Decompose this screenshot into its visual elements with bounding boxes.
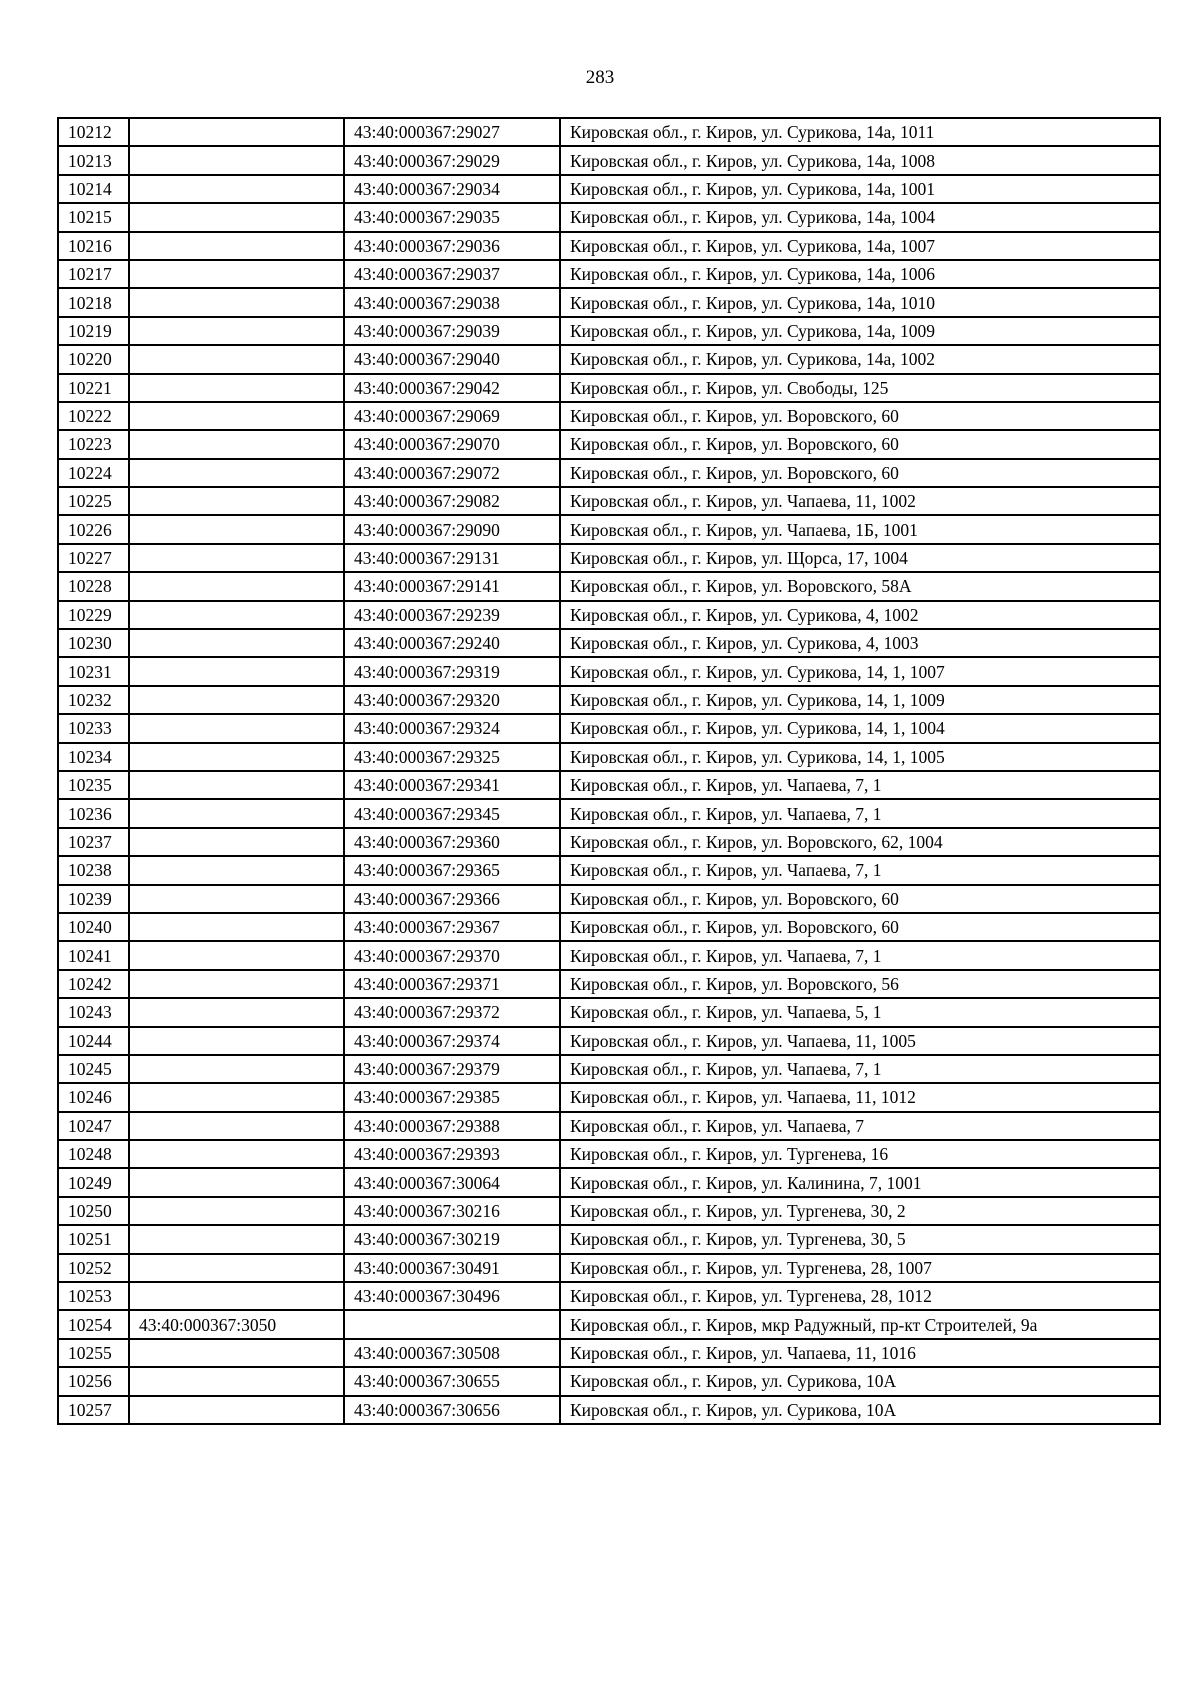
address-cell: Кировская обл., г. Киров, ул. Тургенева, 30, 5 [560,1225,1160,1253]
table-row [58,1339,1160,1367]
cadastral-number-cell: 43:40:000367:29037 [344,260,560,288]
table-row [58,288,1160,316]
table-row [58,544,1160,572]
land-plot-number-cell [129,856,344,884]
cadastral-number-cell: 43:40:000367:29370 [344,941,560,969]
row-number-cell: 10212 [58,118,129,146]
address-cell: Кировская обл., г. Киров, ул. Сурикова, 10А [560,1367,1160,1395]
address-cell: Кировская обл., г. Киров, ул. Сурикова, 14, 1, 1009 [560,686,1160,714]
land-plot-number-cell [129,288,344,316]
address-cell: Кировская обл., г. Киров, ул. Сурикова, 10А [560,1396,1160,1424]
row-number-cell: 10223 [58,430,129,458]
table-row [58,970,1160,998]
land-plot-number-cell [129,1083,344,1111]
table-row [58,430,1160,458]
land-plot-number-cell [129,743,344,771]
cadastral-number-cell: 43:40:000367:29040 [344,345,560,373]
row-number-cell: 10219 [58,317,129,345]
cadastral-number-cell: 43:40:000367:30508 [344,1339,560,1367]
land-plot-number-cell [129,913,344,941]
row-number-cell: 10214 [58,175,129,203]
address-cell: Кировская обл., г. Киров, ул. Чапаева, 11, 1016 [560,1339,1160,1367]
row-number-cell: 10222 [58,402,129,430]
land-plot-number-cell [129,885,344,913]
cadastral-number-cell: 43:40:000367:29131 [344,544,560,572]
land-plot-number-cell [129,232,344,260]
table-row [58,374,1160,402]
land-plot-number-cell [129,998,344,1026]
land-plot-number-cell: 43:40:000367:3050 [129,1310,344,1338]
land-plot-number-cell [129,1339,344,1367]
land-plot-number-cell [129,317,344,345]
row-number-cell: 10235 [58,771,129,799]
land-plot-number-cell [129,1367,344,1395]
table-row [58,1112,1160,1140]
cadastral-number-cell: 43:40:000367:29374 [344,1027,560,1055]
row-number-cell: 10242 [58,970,129,998]
cadastral-number-cell: 43:40:000367:29082 [344,487,560,515]
cadastral-number-cell: 43:40:000367:29039 [344,317,560,345]
land-plot-number-cell [129,1168,344,1196]
land-plot-number-cell [129,402,344,430]
address-cell: Кировская обл., г. Киров, ул. Сурикова, 14а, 1002 [560,345,1160,373]
table-row [58,1140,1160,1168]
table-row [58,714,1160,742]
row-number-cell: 10252 [58,1254,129,1282]
land-plot-number-cell [129,1112,344,1140]
land-plot-number-cell [129,515,344,543]
land-plot-number-cell [129,686,344,714]
address-cell: Кировская обл., г. Киров, ул. Чапаева, 7, 1 [560,941,1160,969]
cadastral-number-cell: 43:40:000367:29366 [344,885,560,913]
address-cell: Кировская обл., г. Киров, ул. Чапаева, 7, 1 [560,856,1160,884]
cadastral-number-cell: 43:40:000367:29072 [344,459,560,487]
table-row [58,203,1160,231]
cadastral-number-cell: 43:40:000367:29034 [344,175,560,203]
table-row [58,601,1160,629]
address-cell: Кировская обл., г. Киров, ул. Воровского, 60 [560,459,1160,487]
row-number-cell: 10233 [58,714,129,742]
land-plot-number-cell [129,771,344,799]
address-cell: Кировская обл., г. Киров, ул. Воровского, 58А [560,572,1160,600]
cadastral-number-cell: 43:40:000367:29341 [344,771,560,799]
row-number-cell: 10221 [58,374,129,402]
table-row [58,1083,1160,1111]
address-cell: Кировская обл., г. Киров, ул. Тургенева, 16 [560,1140,1160,1168]
table-row [58,572,1160,600]
address-cell: Кировская обл., г. Киров, ул. Чапаева, 7, 1 [560,771,1160,799]
table-row [58,232,1160,260]
address-cell: Кировская обл., г. Киров, ул. Сурикова, 14а, 1008 [560,146,1160,174]
table-row [58,118,1160,146]
land-plot-number-cell [129,657,344,685]
cadastral-number-cell: 43:40:000367:29027 [344,118,560,146]
cadastral-number-cell: 43:40:000367:29240 [344,629,560,657]
land-plot-number-cell [129,799,344,827]
cadastral-number-cell: 43:40:000367:30656 [344,1396,560,1424]
cadastral-number-cell: 43:40:000367:29070 [344,430,560,458]
row-number-cell: 10246 [58,1083,129,1111]
land-plot-number-cell [129,1396,344,1424]
row-number-cell: 10213 [58,146,129,174]
cadastral-number-cell: 43:40:000367:29035 [344,203,560,231]
address-cell: Кировская обл., г. Киров, ул. Воровского, 56 [560,970,1160,998]
table-row [58,657,1160,685]
row-number-cell: 10228 [58,572,129,600]
land-plot-number-cell [129,544,344,572]
row-number-cell: 10257 [58,1396,129,1424]
address-cell: Кировская обл., г. Киров, ул. Сурикова, 14, 1, 1005 [560,743,1160,771]
cadastral-number-cell: 43:40:000367:29319 [344,657,560,685]
land-plot-number-cell [129,118,344,146]
land-plot-number-cell [129,1282,344,1310]
table-row [58,1197,1160,1225]
table-row [58,487,1160,515]
cadastral-number-cell: 43:40:000367:29385 [344,1083,560,1111]
cadastral-number-cell: 43:40:000367:30491 [344,1254,560,1282]
row-number-cell: 10234 [58,743,129,771]
row-number-cell: 10245 [58,1055,129,1083]
cadastral-number-cell: 43:40:000367:30219 [344,1225,560,1253]
cadastral-number-cell: 43:40:000367:30064 [344,1168,560,1196]
address-cell: Кировская обл., г. Киров, ул. Сурикова, 14, 1, 1004 [560,714,1160,742]
address-cell: Кировская обл., г. Киров, ул. Тургенева, 28, 1007 [560,1254,1160,1282]
table-row [58,402,1160,430]
land-plot-number-cell [129,1225,344,1253]
row-number-cell: 10224 [58,459,129,487]
address-cell: Кировская обл., г. Киров, ул. Воровского, 60 [560,885,1160,913]
address-cell: Кировская обл., г. Киров, ул. Свободы, 125 [560,374,1160,402]
land-plot-number-cell [129,629,344,657]
address-cell: Кировская обл., г. Киров, ул. Сурикова, 4, 1003 [560,629,1160,657]
row-number-cell: 10220 [58,345,129,373]
address-cell: Кировская обл., г. Киров, ул. Сурикова, 14а, 1006 [560,260,1160,288]
row-number-cell: 10247 [58,1112,129,1140]
land-plot-number-cell [129,1055,344,1083]
table-row [58,175,1160,203]
row-number-cell: 10236 [58,799,129,827]
address-cell: Кировская обл., г. Киров, ул. Чапаева, 7 [560,1112,1160,1140]
table-row [58,345,1160,373]
address-cell: Кировская обл., г. Киров, ул. Чапаева, 11, 1012 [560,1083,1160,1111]
table-row [58,828,1160,856]
cadastral-number-cell: 43:40:000367:29388 [344,1112,560,1140]
row-number-cell: 10232 [58,686,129,714]
land-plot-number-cell [129,203,344,231]
table-row [58,799,1160,827]
cadastral-number-cell: 43:40:000367:29029 [344,146,560,174]
address-cell: Кировская обл., г. Киров, ул. Чапаева, 1Б, 1001 [560,515,1160,543]
land-plot-number-cell [129,1254,344,1282]
row-number-cell: 10244 [58,1027,129,1055]
registry-table [57,117,1161,1425]
cadastral-number-cell: 43:40:000367:29038 [344,288,560,316]
row-number-cell: 10227 [58,544,129,572]
cadastral-number-cell: 43:40:000367:30216 [344,1197,560,1225]
row-number-cell: 10239 [58,885,129,913]
table-row [58,913,1160,941]
address-cell: Кировская обл., г. Киров, ул. Воровского, 60 [560,430,1160,458]
address-cell: Кировская обл., г. Киров, ул. Сурикова, 14а, 1007 [560,232,1160,260]
address-cell: Кировская обл., г. Киров, ул. Чапаева, 7, 1 [560,799,1160,827]
row-number-cell: 10238 [58,856,129,884]
land-plot-number-cell [129,146,344,174]
address-cell: Кировская обл., г. Киров, ул. Сурикова, 14а, 1010 [560,288,1160,316]
address-cell: Кировская обл., г. Киров, ул. Сурикова, 14, 1, 1007 [560,657,1160,685]
cadastral-number-cell: 43:40:000367:30496 [344,1282,560,1310]
address-cell: Кировская обл., г. Киров, ул. Чапаева, 7, 1 [560,1055,1160,1083]
table-row [58,1254,1160,1282]
cadastral-number-cell: 43:40:000367:29042 [344,374,560,402]
row-number-cell: 10216 [58,232,129,260]
land-plot-number-cell [129,430,344,458]
table-row [58,1055,1160,1083]
table-row [58,743,1160,771]
cadastral-number-cell [344,1310,560,1338]
table-row [58,771,1160,799]
land-plot-number-cell [129,1197,344,1225]
address-cell: Кировская обл., г. Киров, ул. Сурикова, 14а, 1001 [560,175,1160,203]
table-row [58,1225,1160,1253]
address-cell: Кировская обл., г. Киров, ул. Сурикова, 14а, 1011 [560,118,1160,146]
land-plot-number-cell [129,374,344,402]
land-plot-number-cell [129,714,344,742]
cadastral-number-cell: 43:40:000367:30655 [344,1367,560,1395]
land-plot-number-cell [129,260,344,288]
cadastral-number-cell: 43:40:000367:29069 [344,402,560,430]
cadastral-number-cell: 43:40:000367:29379 [344,1055,560,1083]
table-row [58,856,1160,884]
cadastral-number-cell: 43:40:000367:29365 [344,856,560,884]
table-row [58,885,1160,913]
cadastral-number-cell: 43:40:000367:29036 [344,232,560,260]
row-number-cell: 10241 [58,941,129,969]
land-plot-number-cell [129,828,344,856]
cadastral-number-cell: 43:40:000367:29320 [344,686,560,714]
land-plot-number-cell [129,1027,344,1055]
row-number-cell: 10240 [58,913,129,941]
land-plot-number-cell [129,601,344,629]
table-row [58,1396,1160,1424]
table-row [58,317,1160,345]
table-row [58,629,1160,657]
address-cell: Кировская обл., г. Киров, ул. Сурикова, 14а, 1004 [560,203,1160,231]
table-row [58,515,1160,543]
address-cell: Кировская обл., г. Киров, ул. Сурикова, 14а, 1009 [560,317,1160,345]
row-number-cell: 10255 [58,1339,129,1367]
page-number: 283 [585,67,615,88]
cadastral-number-cell: 43:40:000367:29367 [344,913,560,941]
cadastral-number-cell: 43:40:000367:29090 [344,515,560,543]
address-cell: Кировская обл., г. Киров, ул. Чапаева, 5, 1 [560,998,1160,1026]
row-number-cell: 10254 [58,1310,129,1338]
cadastral-number-cell: 43:40:000367:29345 [344,799,560,827]
cadastral-number-cell: 43:40:000367:29371 [344,970,560,998]
table-row [58,1027,1160,1055]
table-row [58,260,1160,288]
row-number-cell: 10231 [58,657,129,685]
land-plot-number-cell [129,459,344,487]
row-number-cell: 10230 [58,629,129,657]
land-plot-number-cell [129,572,344,600]
row-number-cell: 10249 [58,1168,129,1196]
row-number-cell: 10248 [58,1140,129,1168]
row-number-cell: 10253 [58,1282,129,1310]
row-number-cell: 10226 [58,515,129,543]
land-plot-number-cell [129,1140,344,1168]
row-number-cell: 10251 [58,1225,129,1253]
cadastral-number-cell: 43:40:000367:29393 [344,1140,560,1168]
address-cell: Кировская обл., г. Киров, ул. Щорса, 17, 1004 [560,544,1160,572]
land-plot-number-cell [129,487,344,515]
address-cell: Кировская обл., г. Киров, ул. Воровского, 60 [560,913,1160,941]
row-number-cell: 10250 [58,1197,129,1225]
table-row [58,686,1160,714]
row-number-cell: 10215 [58,203,129,231]
registry-table-body [58,118,1160,1424]
table-row [58,1367,1160,1395]
address-cell: Кировская обл., г. Киров, ул. Воровского, 62, 1004 [560,828,1160,856]
table-row [58,146,1160,174]
row-number-cell: 10243 [58,998,129,1026]
row-number-cell: 10218 [58,288,129,316]
land-plot-number-cell [129,970,344,998]
row-number-cell: 10229 [58,601,129,629]
address-cell: Кировская обл., г. Киров, ул. Тургенева, 28, 1012 [560,1282,1160,1310]
address-cell: Кировская обл., г. Киров, ул. Чапаева, 11, 1005 [560,1027,1160,1055]
land-plot-number-cell [129,345,344,373]
land-plot-number-cell [129,175,344,203]
address-cell: Кировская обл., г. Киров, ул. Воровского, 60 [560,402,1160,430]
row-number-cell: 10256 [58,1367,129,1395]
address-cell: Кировская обл., г. Киров, мкр Радужный, пр-кт Строителей, 9а [560,1310,1160,1338]
address-cell: Кировская обл., г. Киров, ул. Калинина, 7, 1001 [560,1168,1160,1196]
table-row [58,1282,1160,1310]
address-cell: Кировская обл., г. Киров, ул. Тургенева, 30, 2 [560,1197,1160,1225]
table-row [58,998,1160,1026]
cadastral-number-cell: 43:40:000367:29325 [344,743,560,771]
address-cell: Кировская обл., г. Киров, ул. Чапаева, 11, 1002 [560,487,1160,515]
cadastral-number-cell: 43:40:000367:29372 [344,998,560,1026]
table-row [58,459,1160,487]
land-plot-number-cell [129,941,344,969]
table-row [58,1168,1160,1196]
cadastral-number-cell: 43:40:000367:29141 [344,572,560,600]
cadastral-number-cell: 43:40:000367:29360 [344,828,560,856]
cadastral-number-cell: 43:40:000367:29239 [344,601,560,629]
table-row [58,1310,1160,1338]
row-number-cell: 10217 [58,260,129,288]
address-cell: Кировская обл., г. Киров, ул. Сурикова, 4, 1002 [560,601,1160,629]
table-row [58,941,1160,969]
row-number-cell: 10237 [58,828,129,856]
row-number-cell: 10225 [58,487,129,515]
cadastral-number-cell: 43:40:000367:29324 [344,714,560,742]
